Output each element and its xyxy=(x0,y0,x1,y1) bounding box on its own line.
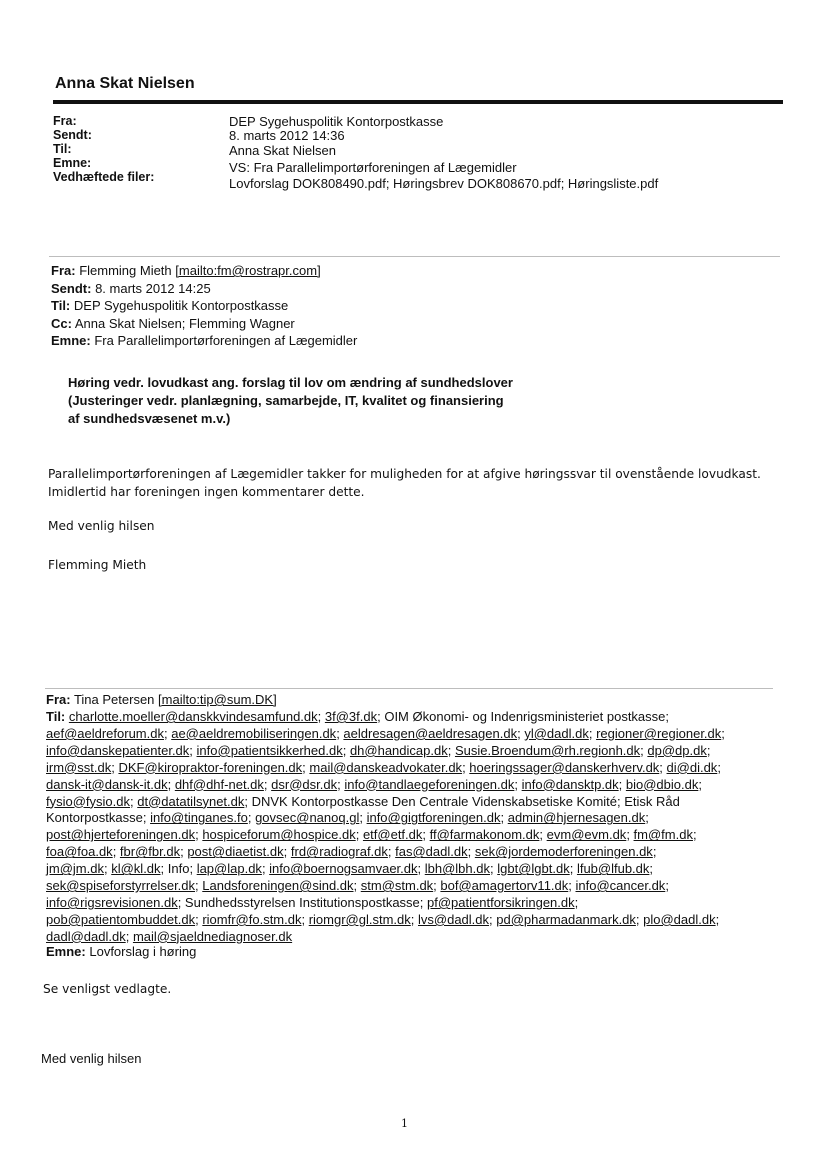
recipient-text: ; xyxy=(336,725,344,741)
recipient-email-link[interactable]: dansk-it@dansk-it.dk xyxy=(46,776,168,792)
email1-fra-line xyxy=(51,262,357,280)
recipient-email-link[interactable]: info@cancer.dk xyxy=(575,878,666,894)
recipient-email-link[interactable]: admin@hjernesagen.dk xyxy=(507,810,646,826)
recipient-text: ; xyxy=(569,861,577,877)
recipient-email-link[interactable]: info@gigtforeningen.dk xyxy=(366,810,501,826)
recipient-text: ; xyxy=(467,844,475,860)
recipient-email-link[interactable]: info@tinganes.fo xyxy=(150,810,248,826)
recipient-email-link[interactable]: fm@fm.dk xyxy=(633,827,693,843)
recipient-text: ; xyxy=(342,742,350,758)
recipient-text: ; xyxy=(588,725,597,741)
recipient-email-link[interactable]: aeldresagen@aeldresagen.dk xyxy=(343,725,518,741)
recipient-email-link[interactable]: pf@patientforsikringen.dk xyxy=(427,894,575,910)
header-value-emne: VS: Fra Parallelimportørforeningen af Lægemidler xyxy=(229,160,517,175)
recipient-text: ; xyxy=(247,810,256,826)
recipient-text: ; xyxy=(500,810,508,826)
email2-emne-line xyxy=(46,943,196,961)
email1-header xyxy=(51,262,357,350)
recipient-text: ; xyxy=(283,844,291,860)
recipient-text: ; xyxy=(433,878,441,894)
recipient-email-link[interactable]: pob@patientombuddet.dk xyxy=(46,911,196,927)
recipient-email-link[interactable]: plo@dadl.dk xyxy=(643,911,716,927)
header-label-emne: Emne: xyxy=(53,156,92,170)
recipient-line xyxy=(46,844,786,861)
recipient-email-link[interactable]: foa@foa.dk xyxy=(46,844,113,860)
recipient-email-link[interactable]: govsec@nanoq.gl xyxy=(255,810,360,826)
recipient-line xyxy=(46,777,786,794)
recipient-line xyxy=(46,794,786,811)
email1-til-value: DEP Sygehuspolitik Kontorpostkasse xyxy=(73,298,289,313)
recipient-text: ; xyxy=(640,742,648,758)
recipient-text: ; xyxy=(195,911,203,927)
recipient-email-link[interactable]: mail@sjaeldnediagnoser.dk xyxy=(132,928,293,944)
recipient-email-link[interactable]: post@hjerteforeningen.dk xyxy=(46,827,196,843)
recipient-email-link[interactable]: riomgr@gl.stm.dk xyxy=(308,911,411,927)
email1-cc-line xyxy=(51,315,357,333)
recipient-text: ; xyxy=(359,810,367,826)
recipient-line xyxy=(46,878,786,895)
email-separator xyxy=(49,256,780,257)
email1-sendt-value: 8. marts 2012 14:25 xyxy=(95,280,211,296)
recipient-text: ; xyxy=(387,844,396,860)
recipient-email-link[interactable]: dhf@dhf-net.dk xyxy=(174,776,264,792)
recipient-email-link[interactable]: irm@sst.dk xyxy=(46,759,112,775)
recipient-email-link[interactable]: hospiceforum@hospice.dk xyxy=(202,827,356,843)
header-value-sendt: 8. marts 2012 14:36 xyxy=(229,128,345,143)
recipient-text: ; xyxy=(189,742,197,758)
recipient-text: ; xyxy=(355,827,363,843)
email1-til-line xyxy=(51,297,357,315)
recipient-email-link[interactable]: bio@dbio.dk xyxy=(625,776,699,792)
recipient-text: ; xyxy=(111,759,119,775)
recipient-text: ; xyxy=(317,709,325,724)
email1-body-line: Imidlertid har foreningen ingen kommentarer dette. xyxy=(48,485,365,499)
recipient-text: ; xyxy=(180,844,188,860)
email2-body: Se venligst vedlagte. xyxy=(43,982,172,996)
recipient-email-link[interactable]: dp@dp.dk xyxy=(647,742,707,758)
email1-cc-value: Anna Skat Nielsen; Flemming Wagner xyxy=(74,315,295,331)
recipient-text: ; xyxy=(652,844,657,860)
email1-body-line: Parallelimportørforeningen af Lægemidler takker for muligheden for at afgive høringssvar til ovenstående lovudkast. xyxy=(48,467,761,481)
recipient-text: ; xyxy=(112,844,120,860)
recipient-text: ; xyxy=(635,911,644,927)
email1-signature: Flemming Mieth xyxy=(48,558,147,572)
recipient-text: ; xyxy=(514,776,522,792)
recipient-text: ; xyxy=(447,742,455,758)
recipient-text: ; xyxy=(301,911,309,927)
email2-fra-link[interactable]: [mailto:tip@sum.DK] xyxy=(158,692,277,707)
header-label-til: Til: xyxy=(53,142,72,156)
recipient-email-link[interactable]: info@patientsikkerhed.dk xyxy=(196,742,343,758)
email2-fra-label: Fra: xyxy=(46,692,71,707)
page-number: 1 xyxy=(401,1117,408,1130)
recipient-email-link[interactable]: fbr@fbr.dk xyxy=(119,844,181,860)
recipient-email-link[interactable]: di@di.dk xyxy=(666,759,718,775)
recipient-text: ; xyxy=(410,911,418,927)
recipient-email-link[interactable]: charlotte.moeller@danskkvindesamfund.dk xyxy=(68,709,318,724)
recipient-email-link[interactable]: fysio@fysio.dk xyxy=(46,793,130,809)
hearing-subject xyxy=(68,374,513,428)
email1-fra-link[interactable]: [mailto:fm@rostrapr.com] xyxy=(175,263,321,278)
email1-emne-line xyxy=(51,332,357,350)
recipient-email-link[interactable]: info@rigsrevisionen.dk xyxy=(46,894,178,910)
recipient-text: ; xyxy=(574,894,579,910)
recipient-text: ; xyxy=(721,725,725,741)
recipient-email-link[interactable]: stm@stm.dk xyxy=(360,878,434,894)
recipient-email-link[interactable]: yl@dadl.dk xyxy=(524,725,589,741)
recipient-email-link[interactable]: info@danskepatienter.dk xyxy=(46,742,190,758)
title-rule xyxy=(53,100,783,104)
email1-emne-label: Emne: xyxy=(51,333,91,348)
recipient-email-link[interactable]: aef@aeldreforum.dk xyxy=(46,725,164,741)
recipient-email-link[interactable]: Susie.Broendum@rh.regionh.dk xyxy=(454,742,641,758)
recipient-line xyxy=(46,912,786,929)
recipient-email-link[interactable]: frd@radiograf.dk xyxy=(290,844,388,860)
email2-fra-line xyxy=(46,691,277,709)
email1-body xyxy=(48,465,761,501)
recipient-email-link[interactable]: info@dansktp.dk xyxy=(521,776,619,792)
recipient-text: ; xyxy=(539,827,547,843)
recipient-email-link[interactable]: dh@handicap.dk xyxy=(349,742,448,758)
recipient-text: ; xyxy=(568,878,576,894)
header-value-til: Anna Skat Nielsen xyxy=(229,143,336,158)
recipient-email-link[interactable]: etf@etf.dk xyxy=(362,827,423,843)
recipient-text: ; xyxy=(490,861,498,877)
recipient-text: ; xyxy=(706,742,711,758)
recipient-email-link[interactable]: hoeringssager@danskerhverv.dk xyxy=(469,759,660,775)
recipient-text: ; xyxy=(698,776,702,792)
recipient-text: ; xyxy=(130,793,138,809)
recipient-email-link[interactable]: pd@pharmadanmark.dk xyxy=(496,911,636,927)
recipient-email-link[interactable]: dsr@dsr.dk xyxy=(271,776,338,792)
recipient-text: ; xyxy=(715,911,720,927)
email2-recipients xyxy=(46,709,786,946)
recipient-text: ; xyxy=(665,878,669,894)
recipient-line xyxy=(46,827,786,844)
recipient-text: ; xyxy=(422,827,430,843)
recipient-text: ; xyxy=(263,776,272,792)
hearing-subject-line: Høring vedr. lovudkast ang. forslag til lov om ændring af sundhedslover xyxy=(68,375,513,390)
recipient-line xyxy=(46,709,786,726)
recipient-email-link[interactable]: mail@danskeadvokater.dk xyxy=(309,759,463,775)
recipient-line xyxy=(46,861,786,878)
recipient-text: ; xyxy=(462,759,470,775)
recipient-text: ; xyxy=(337,776,345,792)
hearing-subject-line: af sundhedsvæsenet m.v.) xyxy=(68,411,231,426)
recipient-email-link[interactable]: post@diaetist.dk xyxy=(187,844,284,860)
recipient-email-link[interactable]: 3f@3f.dk xyxy=(324,709,378,724)
recipient-email-link[interactable]: sek@jordemoderforeningen.dk xyxy=(474,844,653,860)
recipient-email-link[interactable]: Landsforeningen@sind.dk xyxy=(202,878,354,894)
email2-closing: Med venlig hilsen xyxy=(41,1051,142,1066)
email1-closing: Med venlig hilsen xyxy=(48,519,155,533)
hearing-subject-line: (Justeringer vedr. planlægning, samarbejde, IT, kvalitet og finansiering xyxy=(68,393,504,408)
recipient-text: ; xyxy=(659,759,667,775)
recipient-email-link[interactable]: kl@kl.dk xyxy=(111,861,161,877)
recipient-email-link[interactable]: ae@aeldremobiliseringen.dk xyxy=(171,725,337,741)
recipient-email-link[interactable]: fas@dadl.dk xyxy=(395,844,468,860)
recipient-text: ; DNVK Kontorpostkasse Den Centrale Videnskabsetiske Komité; Etisk Råd xyxy=(244,793,680,809)
recipient-text: ; xyxy=(353,878,361,894)
recipient-email-link[interactable]: lap@lap.dk xyxy=(196,861,262,877)
recipient-text: ; xyxy=(302,759,310,775)
header-value-attachments: Lovforslag DOK808490.pdf; Høringsbrev DOK808670.pdf; Høringsliste.pdf xyxy=(229,176,659,191)
email1-til-label: Til: xyxy=(51,298,71,313)
recipient-email-link[interactable]: lgbt@lgbt.dk xyxy=(497,861,570,877)
recipient-line xyxy=(46,760,786,777)
recipient-email-link[interactable]: sek@spiseforstyrrelser.dk xyxy=(46,878,196,894)
recipient-line xyxy=(46,726,786,743)
recipient-text: ; xyxy=(167,776,175,792)
header-value-fra: DEP Sygehuspolitik Kontorpostkasse xyxy=(229,114,444,129)
email2-emne-label: Emne: xyxy=(46,944,86,959)
recipient-text: ; xyxy=(163,725,172,741)
email2-fra-name: Tina Petersen xyxy=(73,692,155,707)
recipient-email-link[interactable]: bof@amagertorv11.dk xyxy=(440,878,569,894)
recipient-line xyxy=(46,895,786,912)
recipient-line xyxy=(46,743,786,760)
recipient-text: ; Info; xyxy=(160,861,197,877)
recipient-text: ; xyxy=(195,878,203,894)
recipient-email-link[interactable]: ff@farmakonom.dk xyxy=(429,827,540,843)
recipient-email-link[interactable]: lfub@lfub.dk xyxy=(576,861,650,877)
recipient-text: ; xyxy=(517,725,525,741)
recipient-email-link[interactable]: lbh@lbh.dk xyxy=(424,861,490,877)
recipient-text: ; xyxy=(649,861,654,877)
recipient-text: ; Sundhedsstyrelsen Institutionspostkasse; xyxy=(177,894,428,910)
recipient-email-link[interactable]: dt@datatilsynet.dk xyxy=(137,793,245,809)
recipient-email-link[interactable]: dadl@dadl.dk xyxy=(46,928,126,944)
email1-sendt-line xyxy=(51,280,357,298)
email1-fra-name: Flemming Mieth xyxy=(79,263,172,278)
recipient-text: ; xyxy=(717,759,721,775)
recipient-email-link[interactable]: jm@jm.dk xyxy=(46,861,104,877)
email1-fra-label: Fra: xyxy=(51,263,76,278)
recipient-text: ; xyxy=(692,827,697,843)
header-label-fra: Fra: xyxy=(53,114,77,128)
recipient-text: ; xyxy=(195,827,203,843)
email2-til-label: Til: xyxy=(46,709,69,724)
recipient-text: ; xyxy=(645,810,649,826)
recipient-email-link[interactable]: evm@evm.dk xyxy=(546,827,627,843)
recipient-text: ; xyxy=(626,827,634,843)
recipient-email-link[interactable]: lvs@dadl.dk xyxy=(418,911,490,927)
recipient-line xyxy=(46,810,786,827)
email-separator xyxy=(45,688,773,689)
recipient-text: Kontorpostkasse; xyxy=(46,810,151,826)
header-label-attachments: Vedhæftede filer: xyxy=(53,170,155,184)
recipient-text: ; xyxy=(103,861,112,877)
page-title: Anna Skat Nielsen xyxy=(55,75,195,92)
recipient-email-link[interactable]: DKF@kiropraktor-foreningen.dk xyxy=(118,759,303,775)
recipient-text: ; xyxy=(489,911,497,927)
recipient-email-link[interactable]: regioner@regioner.dk xyxy=(596,725,722,741)
email2-emne-value: Lovforslag i høring xyxy=(89,944,197,959)
recipient-text: ; OIM Økonomi- og Indenrigsministeriet postkasse; xyxy=(377,709,669,724)
email1-sendt-label: Sendt: xyxy=(51,280,92,296)
header-label-sendt: Sendt: xyxy=(53,128,92,142)
email1-cc-label: Cc: xyxy=(51,315,72,331)
recipient-text: ; xyxy=(618,776,626,792)
recipient-text: ; xyxy=(417,861,425,877)
recipient-email-link[interactable]: riomfr@fo.stm.dk xyxy=(202,911,302,927)
recipient-email-link[interactable]: info@tandlaegeforeningen.dk xyxy=(344,776,515,792)
recipient-email-link[interactable]: info@boernogsamvaer.dk xyxy=(269,861,418,877)
email1-emne-value: Fra Parallelimportørforeningen af Lægemidler xyxy=(94,333,358,348)
recipient-text: ; xyxy=(261,861,270,877)
recipient-text: ; xyxy=(125,928,133,944)
